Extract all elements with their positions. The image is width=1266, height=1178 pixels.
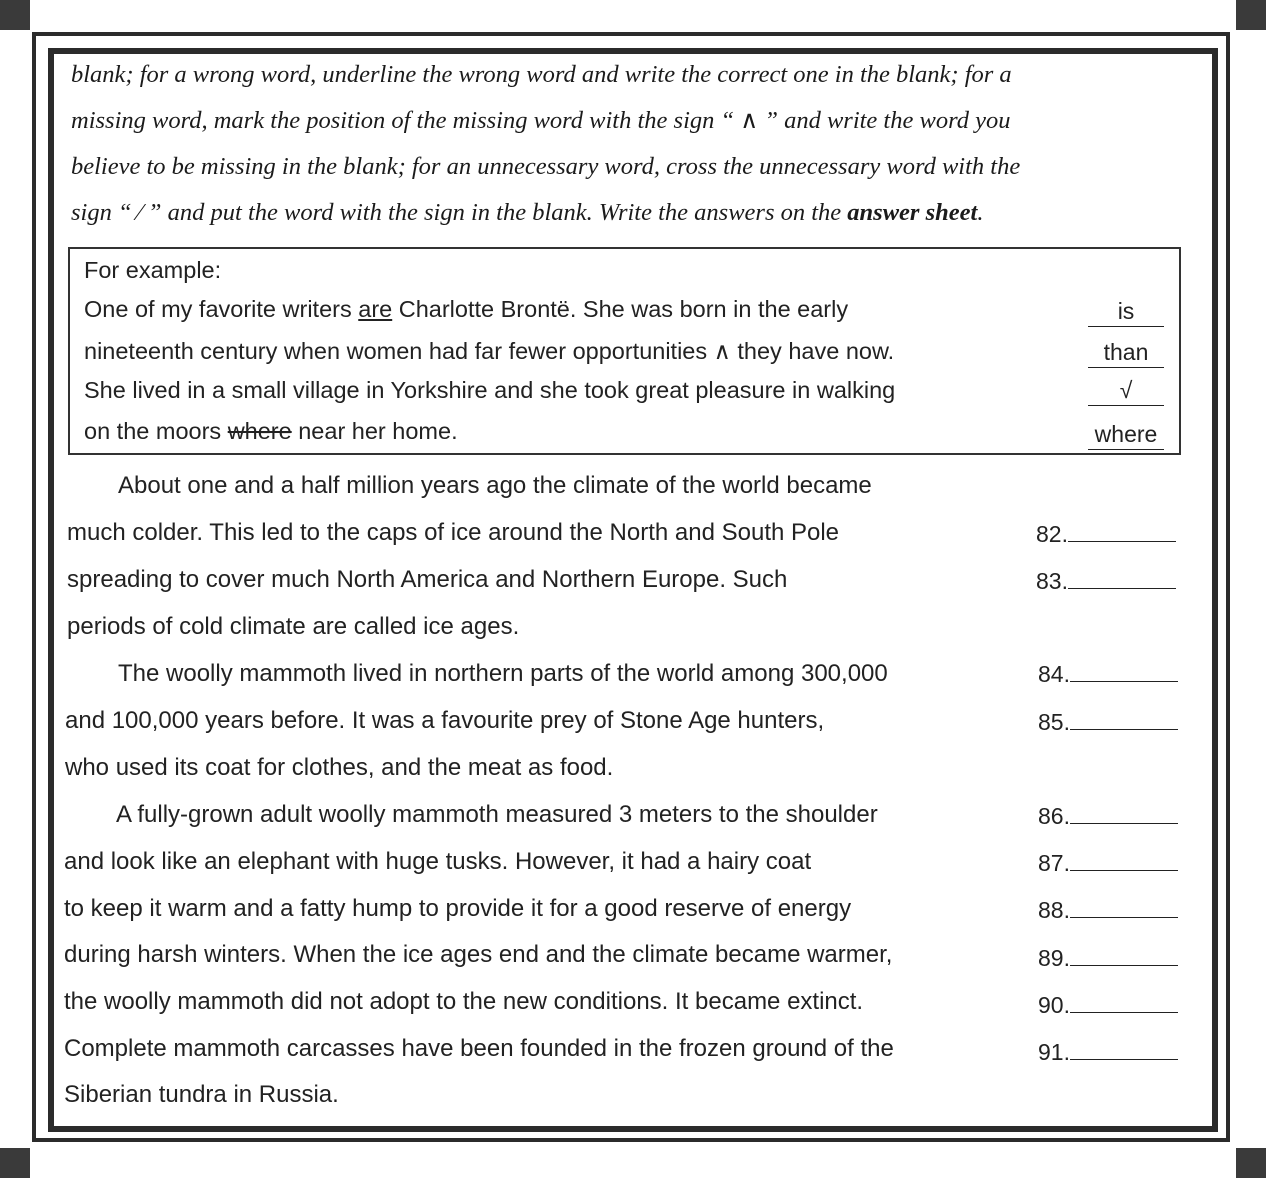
blank-line [1068,587,1176,589]
question-number: 85. [1038,709,1070,735]
question-number: 88. [1038,897,1070,923]
instruction-line [71,190,1181,236]
example-heading: For example: [84,257,222,283]
example-line [84,418,458,445]
passage-line: A fully-grown adult woolly mammoth measured 3 meters to the shoulder [116,801,878,828]
answer-blank-82[interactable] [1036,521,1176,548]
passage-line: Complete mammoth carcasses have been founded in the frozen ground of the [64,1035,894,1062]
passage-line: much colder. This led to the caps of ice around the North and South Pole [67,519,840,546]
example-answer: than [1088,339,1164,368]
corner-mark-bottom-right [1236,1148,1266,1178]
example-text: on the moors [84,418,228,444]
instruction-text: . [977,199,984,226]
instruction-line: believe to be missing in the blank; for an unnecessary word, cross the unnecessary word with the [71,153,1021,180]
answer-blank-84[interactable] [1038,661,1178,688]
passage-line: spreading to cover much North America and Northern Europe. Such [67,566,788,593]
passage-line: periods of cold climate are called ice ages. [67,613,520,640]
answer-blank-91[interactable] [1038,1039,1178,1066]
question-number: 84. [1038,661,1070,687]
blank-line [1070,916,1178,918]
answer-sheet-emphasis: answer sheet [847,199,978,226]
example-line: nineteenth century when women had far fewer opportunities ∧ they have now. [84,338,895,364]
question-number: 86. [1038,803,1070,829]
passage-line: The woolly mammoth lived in northern parts of the world among 300,000 [118,660,888,687]
corner-mark-top-left [0,0,30,30]
passage-line: to keep it warm and a fatty hump to provide it for a good reserve of energy [64,895,852,922]
passage-line: during harsh winters. When the ice ages end and the climate became warmer, [64,941,893,968]
question-number: 87. [1038,850,1070,876]
blank-line [1068,540,1176,542]
instructions [71,52,1181,236]
passage-line: the woolly mammoth did not adopt to the new conditions. It became extinct. [64,988,864,1015]
passage-line: About one and a half million years ago the climate of the world became [118,472,872,499]
corner-mark-top-right [1236,0,1266,30]
passage-line: and 100,000 years before. It was a favourite prey of Stone Age hunters, [65,707,825,734]
example-answer: is [1088,298,1164,327]
blank-line [1070,869,1178,871]
question-number: 89. [1038,945,1070,971]
blank-line [1070,1011,1178,1013]
passage-line: Siberian tundra in Russia. [64,1081,339,1108]
blank-line [1070,680,1178,682]
question-number: 90. [1038,992,1070,1018]
answer-blank-90[interactable] [1038,992,1178,1019]
answer-blank-87[interactable] [1038,850,1178,877]
blank-line [1070,822,1178,824]
instruction-line: missing word, mark the position of the missing word with the sign “ ∧ ” and write the word you [71,107,1011,134]
instruction-line: blank; for a wrong word, underline the wrong word and write the correct one in the blank; for a [71,61,1012,88]
wrong-word: are [358,296,393,322]
example-text: One of my favorite writers [84,296,359,322]
passage-line: and look like an elephant with huge tusks. However, it had a hairy coat [64,848,812,875]
blank-line [1070,1058,1178,1060]
blank-line [1070,964,1178,966]
example-line [84,296,848,323]
answer-blank-89[interactable] [1038,945,1178,972]
passage-line: who used its coat for clothes, and the meat as food. [65,754,614,781]
example-answer: √ [1088,377,1164,406]
answer-blank-85[interactable] [1038,709,1178,736]
question-number: 83. [1036,568,1068,594]
instruction-text: sign “ ⁄ ” and put the word with the sign in the blank. Write the answers on the [71,199,848,226]
unnecessary-word: where [227,418,292,444]
answer-blank-88[interactable] [1038,897,1178,924]
example-answer: where [1088,421,1164,450]
blank-line [1070,728,1178,730]
answer-blank-83[interactable] [1036,568,1176,595]
question-number: 82. [1036,521,1068,547]
question-number: 91. [1038,1039,1070,1065]
corner-mark-bottom-left [0,1148,30,1178]
example-text: near her home. [291,418,458,444]
example-line: She lived in a small village in Yorkshire and she took great pleasure in walking [84,377,896,403]
example-text: Charlotte Brontë. She was born in the early [392,296,849,322]
answer-blank-86[interactable] [1038,803,1178,830]
